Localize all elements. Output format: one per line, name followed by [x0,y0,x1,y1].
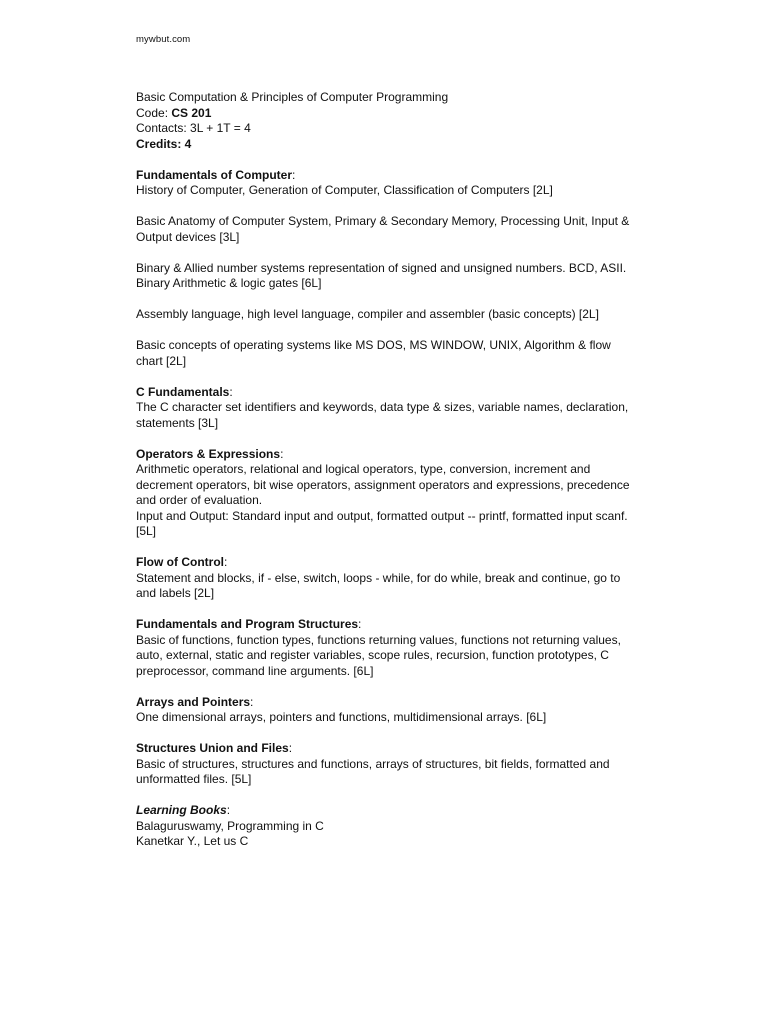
section-heading-program-structures [136,617,636,633]
spacer [136,152,636,168]
section-heading-text: Operators & Expressions [136,446,281,461]
colon: : [250,694,254,709]
spacer [136,431,636,447]
section-text: Basic of functions, function types, functions returning values, functions not returning values, auto, external, static and register variables, scope rules, recursion, function prototypes, C preprocessor, command line arguments. [6L] [136,632,621,678]
spacer [136,726,636,742]
spacer [136,199,636,215]
section-heading-arrays-pointers [136,695,636,711]
spacer [136,292,636,308]
section-heading-c-fundamentals [136,385,636,401]
section-heading-text: Learning Books [136,803,227,817]
colon: : [358,617,362,631]
section-text: Input and Output: Standard input and output, formatted output -- printf, formatted input scanf. [5L] [136,508,628,538]
section-text: The C character set identifiers and keywords, data type & sizes, variable names, declaration, statements [3L] [136,400,629,430]
section-heading-flow-of-control [136,555,636,571]
spacer [136,323,636,339]
colon: : [226,803,231,817]
spacer [136,369,636,385]
section-text: One dimensional arrays, pointers and functions, multidimensional arrays. [6L] [136,710,547,724]
section-heading-structures-files [136,741,636,757]
course-code [136,106,636,122]
section-heading-text: Arrays and Pointers [136,694,251,709]
section-heading-learning-books [136,803,636,819]
topic-item: Basic concepts of operating systems like MS DOS, MS WINDOW, UNIX, Algorithm & flow chart [2L] [136,338,611,368]
section-text: Arithmetic operators, relational and logical operators, type, conversion, increment and decrement operators, bit wise operators, assignment operators and expressions, precedence and order of evaluation. [136,462,630,507]
spacer [136,602,636,618]
spacer [136,788,636,804]
colon: : [292,167,296,182]
site-url: mywbut.com [136,34,191,45]
topic-item: Basic Anatomy of Computer System, Primary & Secondary Memory, Processing Unit, Input & Output devices [3L] [136,214,630,244]
section-heading-text: Fundamentals and Program Structures [136,617,359,631]
topic-item: Binary & Allied number systems representation of signed and unsigned numbers. BCD, ASII. Binary Arithmetic & logic gates [6L] [136,260,627,290]
section-text: Basic of structures, structures and functions, arrays of structures, bit fields, formatted and unformatted files. [5L] [136,756,610,786]
section-heading-text: Structures Union and Files [136,741,289,755]
book-item: Balaguruswamy, Programming in C [136,818,324,833]
topic-item: History of Computer, Generation of Computer, Classification of Computers [2L] [136,183,553,197]
spacer [136,245,636,261]
section-heading-fundamentals-of-computer [136,168,636,184]
spacer [136,540,636,556]
course-code-value: CS 201 [171,105,212,120]
syllabus-document [136,90,636,850]
course-code-label: Code: [136,105,172,120]
section-heading-operators-expressions [136,447,636,463]
topic-item: Assembly language, high level language, compiler and assembler (basic concepts) [2L] [136,307,599,321]
section-heading-text: Fundamentals of Computer [136,167,293,182]
book-item: Kanetkar Y., Let us C [136,834,249,848]
spacer [136,679,636,695]
colon: : [288,741,293,755]
course-contacts: Contacts: 3L + 1T = 4 [136,121,251,135]
colon: : [280,446,284,461]
section-text: Statement and blocks, if - else, switch, loops - while, for do while, break and continue, go to and labels [2L] [136,570,621,600]
section-heading-text: C Fundamentals [136,384,230,399]
colon: : [229,384,233,399]
course-title: Basic Computation & Principles of Computer Programming [136,90,449,104]
colon: : [223,555,228,569]
course-credits: Credits: 4 [136,136,192,151]
section-heading-text: Flow of Control [136,555,224,569]
